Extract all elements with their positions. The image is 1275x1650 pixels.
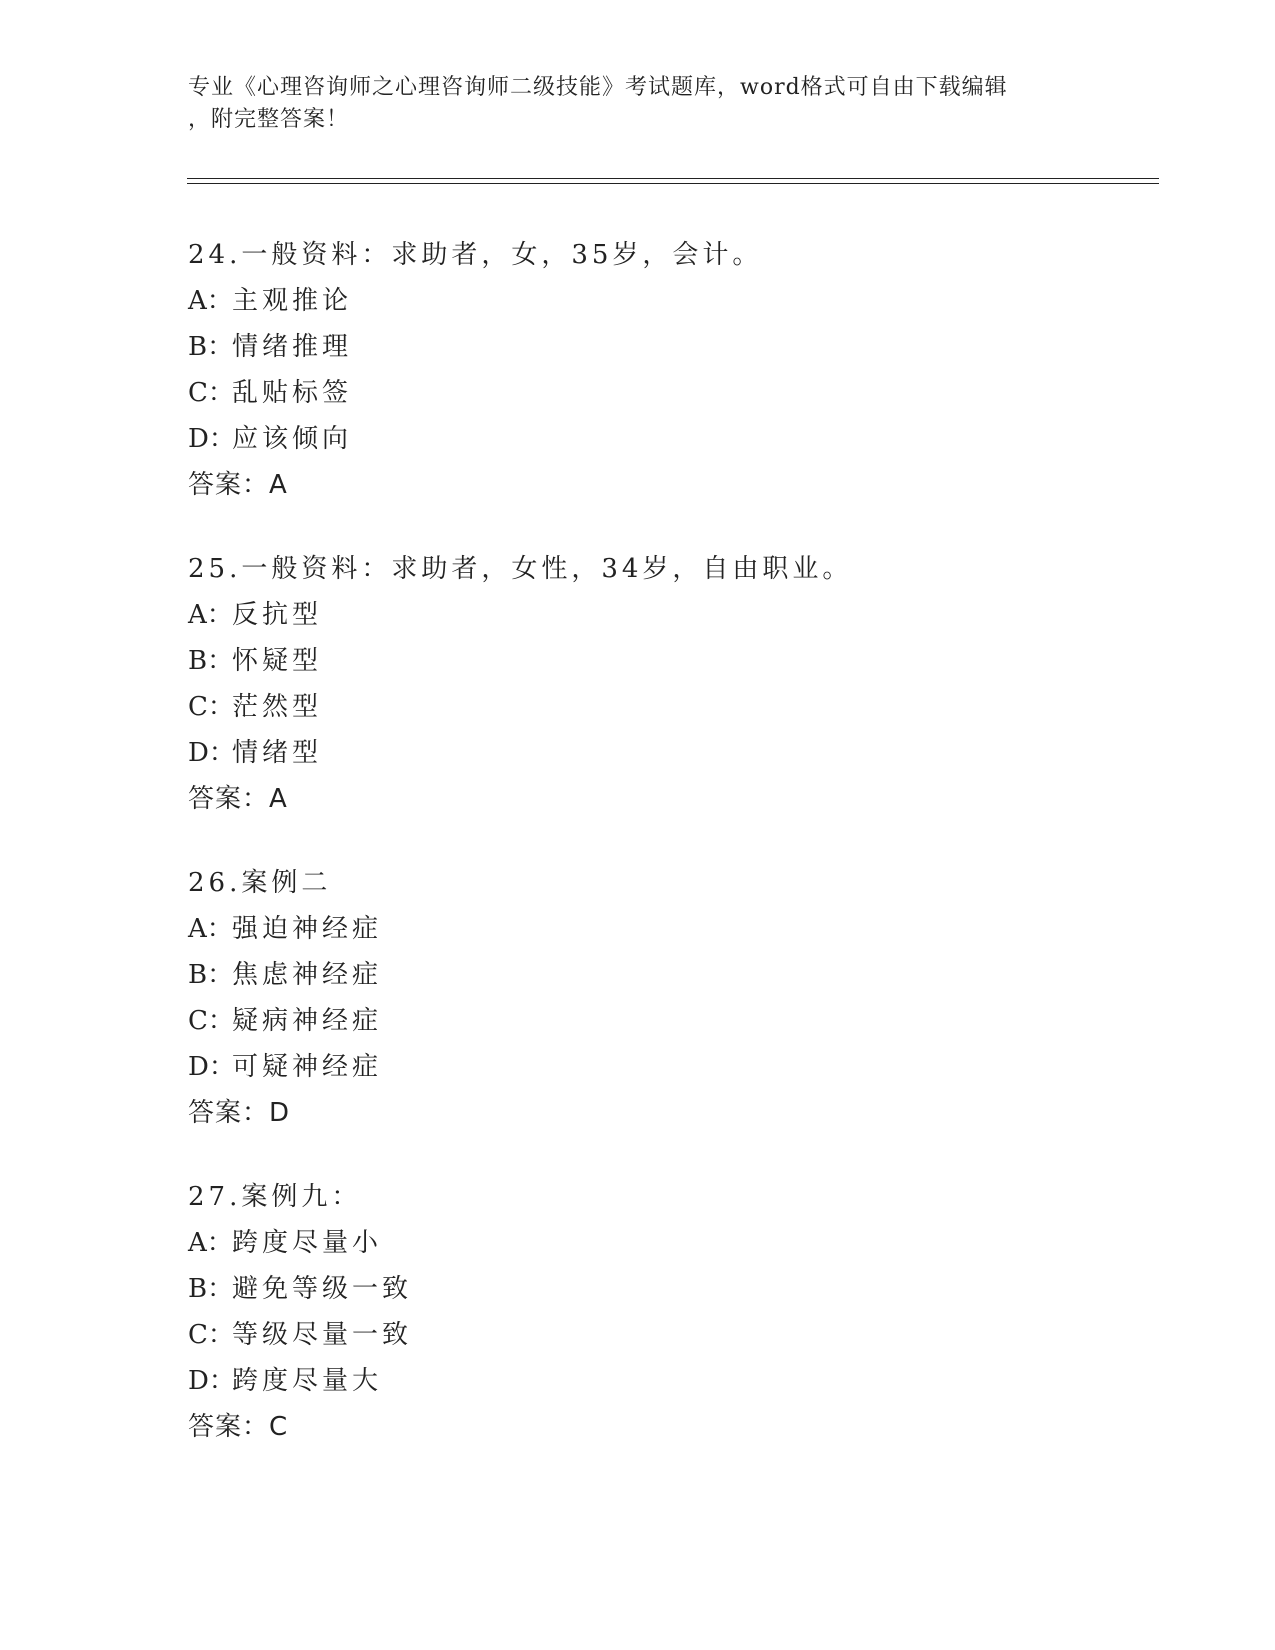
option-a <box>188 592 1088 638</box>
option-key: D： <box>188 1052 235 1082</box>
option-key: A： <box>188 914 233 944</box>
header-rule-bottom <box>187 183 1159 184</box>
option-key: B： <box>188 1274 234 1304</box>
question-24 <box>188 232 1088 508</box>
option-c <box>188 998 1088 1044</box>
answer: 答案：C <box>188 1412 289 1442</box>
option-key: C： <box>188 1320 234 1350</box>
option-text: 情绪型 <box>232 738 323 768</box>
option-text: 疑病神经症 <box>232 1006 383 1036</box>
answer: 答案：A <box>188 470 288 500</box>
option-d <box>188 416 1088 462</box>
option-b <box>188 324 1088 370</box>
option-text: 应该倾向 <box>232 424 353 454</box>
option-d <box>188 730 1088 776</box>
option-c <box>188 370 1088 416</box>
option-c <box>188 1312 1088 1358</box>
answer: 答案：A <box>188 784 288 814</box>
header-line-2: ，附完整答案！ <box>188 107 350 132</box>
option-d <box>188 1044 1088 1090</box>
option-text: 等级尽量一致 <box>232 1320 413 1350</box>
option-a <box>188 278 1088 324</box>
option-key: C： <box>188 1006 234 1036</box>
option-key: A： <box>188 600 233 630</box>
option-text: 焦虑神经症 <box>232 960 383 990</box>
option-text: 茫然型 <box>232 692 323 722</box>
question-27 <box>188 1174 1088 1450</box>
answer: 答案：D <box>188 1098 291 1128</box>
option-key: A： <box>188 286 233 316</box>
option-key: B： <box>188 960 234 990</box>
option-c <box>188 684 1088 730</box>
option-key: B： <box>188 332 234 362</box>
option-a <box>188 906 1088 952</box>
option-key: D： <box>188 424 235 454</box>
option-text: 乱贴标签 <box>232 378 353 408</box>
option-text: 情绪推理 <box>232 332 353 362</box>
option-text: 可疑神经症 <box>232 1052 383 1082</box>
header-line-1: 专业《心理咨询师之心理咨询师二级技能》考试题库，word格式可自由下载编辑 <box>188 75 1008 100</box>
question-stem: 26.案例二 <box>188 868 332 898</box>
question-stem: 24.一般资料：求助者，女，35岁，会计。 <box>188 240 763 270</box>
option-key: A： <box>188 1228 233 1258</box>
option-b <box>188 638 1088 684</box>
option-d <box>188 1358 1088 1404</box>
option-b <box>188 1266 1088 1312</box>
option-key: D： <box>188 1366 235 1396</box>
option-key: D： <box>188 738 235 768</box>
option-text: 跨度尽量小 <box>232 1228 383 1258</box>
question-stem: 27.案例九： <box>188 1182 362 1212</box>
option-text: 避免等级一致 <box>232 1274 413 1304</box>
question-25 <box>188 546 1088 822</box>
option-text: 反抗型 <box>232 600 323 630</box>
option-key: C： <box>188 692 234 722</box>
option-text: 怀疑型 <box>232 646 323 676</box>
question-stem: 25.一般资料：求助者，女性，34岁，自由职业。 <box>188 554 853 584</box>
option-key: B： <box>188 646 234 676</box>
option-a <box>188 1220 1088 1266</box>
option-key: C： <box>188 378 234 408</box>
option-text: 主观推论 <box>232 286 353 316</box>
document-header <box>188 72 1068 136</box>
question-26 <box>188 860 1088 1136</box>
option-text: 跨度尽量大 <box>232 1366 383 1396</box>
header-rule-top <box>187 178 1159 179</box>
option-text: 强迫神经症 <box>232 914 383 944</box>
option-b <box>188 952 1088 998</box>
